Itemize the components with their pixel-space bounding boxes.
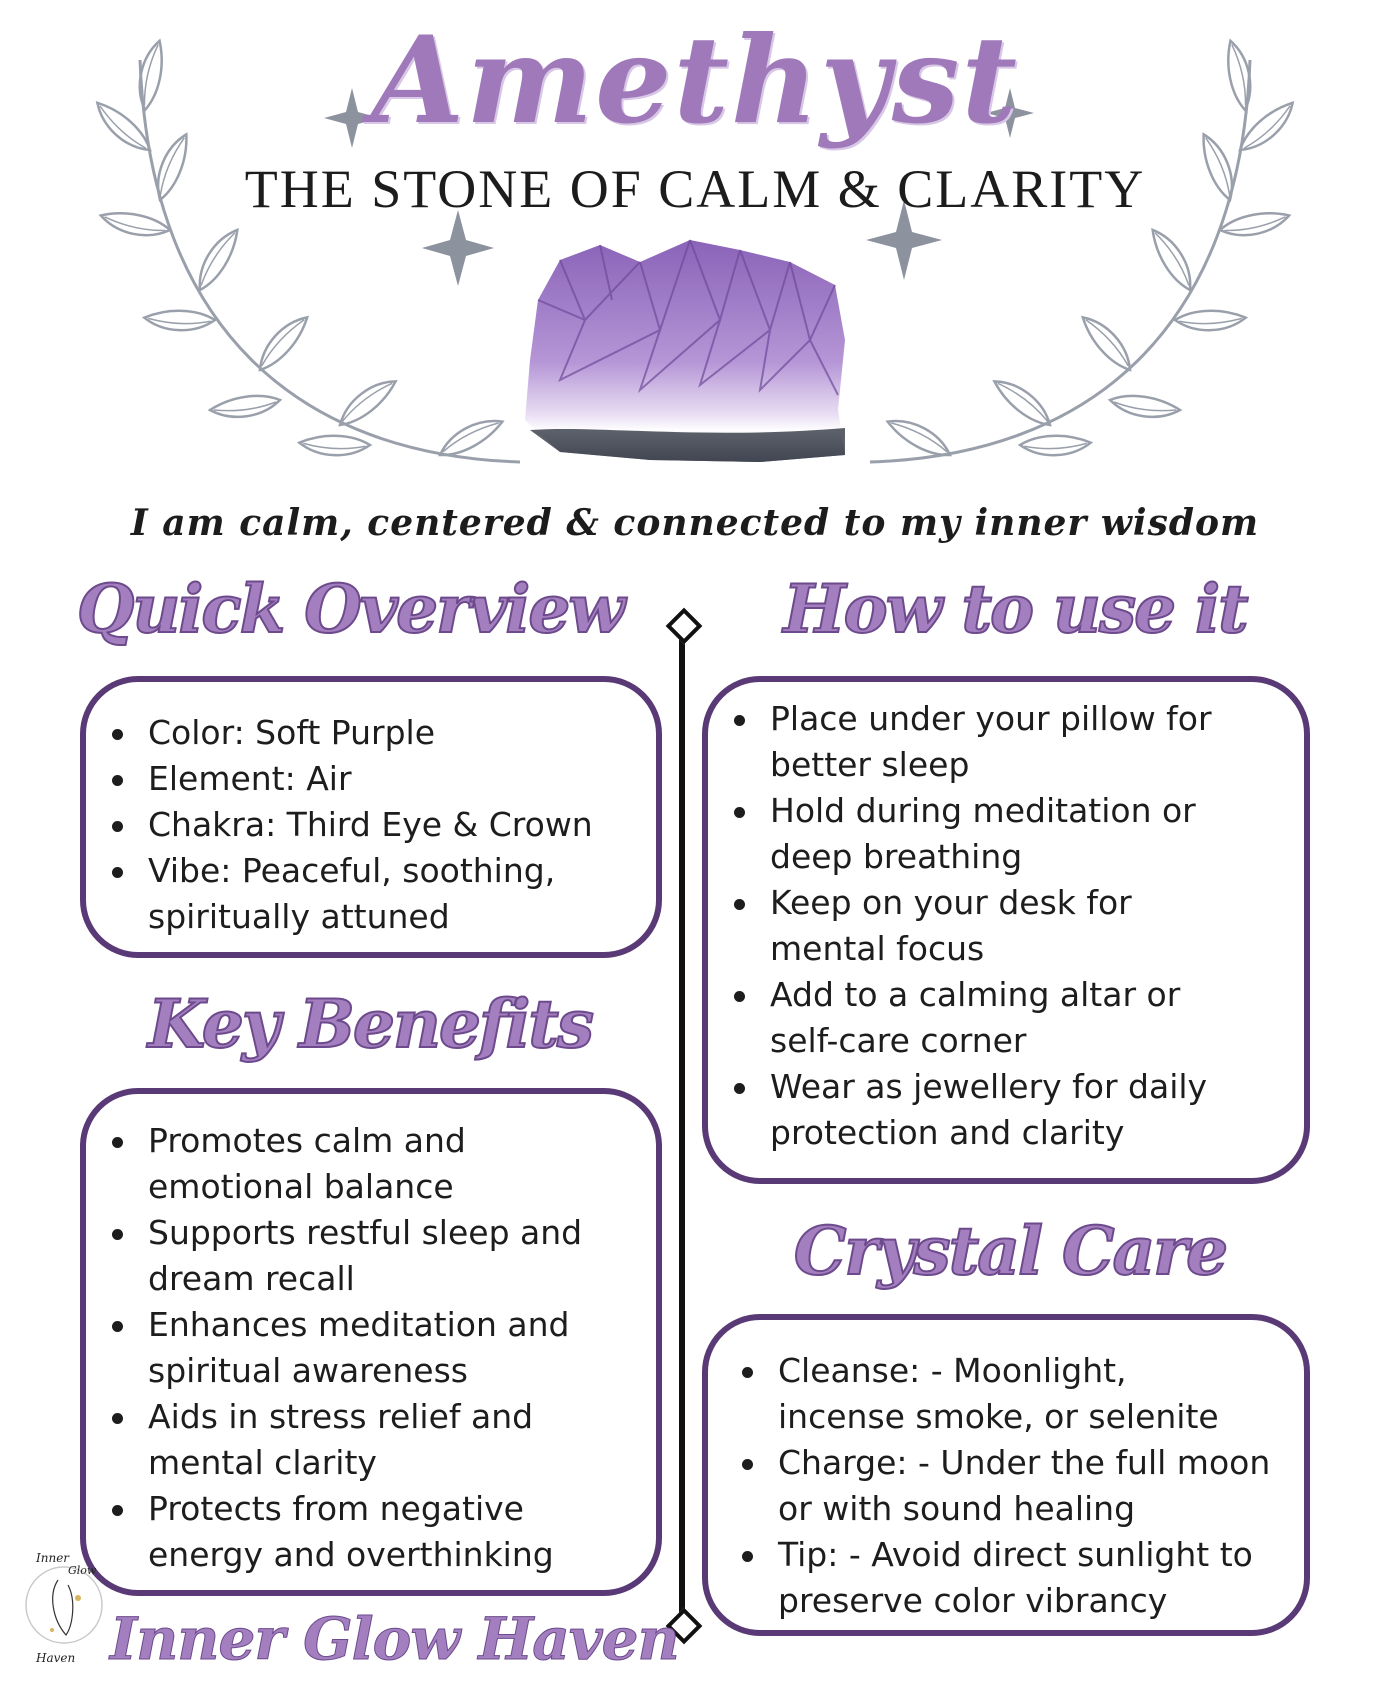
divider-diamond-top-icon xyxy=(666,608,703,645)
crystal-care-list xyxy=(708,1348,1304,1624)
affirmation: I am calm, centered & connected to my inner wisdom xyxy=(130,502,1260,544)
list-item: Hold during meditation or deep breathing xyxy=(770,788,1304,880)
heading-quick-overview: Quick Overview xyxy=(76,570,624,648)
list-item: Add to a calming altar or self-care corner xyxy=(770,972,1304,1064)
list-item: Enhances meditation and spiritual awareness xyxy=(148,1302,656,1394)
list-item: Element: Air xyxy=(148,756,656,802)
quick-overview-list xyxy=(86,710,656,940)
quick-overview-box xyxy=(80,676,662,958)
list-item: Tip: - Avoid direct sunlight to preserve color vibrancy xyxy=(778,1532,1304,1624)
list-item: Cleanse: - Moonlight, incense smoke, or selenite xyxy=(778,1348,1304,1440)
brand-logo-icon xyxy=(18,1540,110,1670)
how-to-use-box xyxy=(702,676,1310,1184)
svg-text:Glow: Glow xyxy=(68,1564,97,1577)
svg-text:Haven: Haven xyxy=(36,1651,76,1665)
heading-key-benefits: Key Benefits xyxy=(147,985,593,1063)
center-divider xyxy=(679,622,685,1622)
key-benefits-list xyxy=(86,1118,656,1578)
brand-name: Inner Glow Haven xyxy=(110,1605,679,1673)
list-item: Chakra: Third Eye & Crown xyxy=(148,802,656,848)
list-item: Color: Soft Purple xyxy=(148,710,656,756)
page-subtitle: THE STONE OF CALM & CLARITY xyxy=(244,159,1146,219)
heading-how-to-use: How to use it xyxy=(783,570,1247,648)
heading-crystal-care: Crystal Care xyxy=(793,1212,1227,1290)
list-item: Keep on your desk for mental focus xyxy=(770,880,1304,972)
key-benefits-box xyxy=(80,1088,662,1596)
crystal-care-box xyxy=(702,1314,1310,1636)
list-item: Aids in stress relief and mental clarity xyxy=(148,1394,656,1486)
list-item: Place under your pillow for better sleep xyxy=(770,696,1304,788)
logo-text: Inner xyxy=(36,1551,70,1565)
list-item: Protects from negative energy and overthinking xyxy=(148,1486,656,1578)
how-to-use-list xyxy=(708,696,1304,1156)
list-item: Supports restful sleep and dream recall xyxy=(148,1210,656,1302)
page-title: Amethyst xyxy=(371,10,1019,151)
list-item: Promotes calm and emotional balance xyxy=(148,1118,656,1210)
list-item: Vibe: Peaceful, soothing, spiritually attuned xyxy=(148,848,656,940)
amethyst-cluster-icon xyxy=(525,240,845,462)
list-item: Wear as jewellery for daily protection and clarity xyxy=(770,1064,1304,1156)
list-item: Charge: - Under the full moon or with sound healing xyxy=(778,1440,1304,1532)
